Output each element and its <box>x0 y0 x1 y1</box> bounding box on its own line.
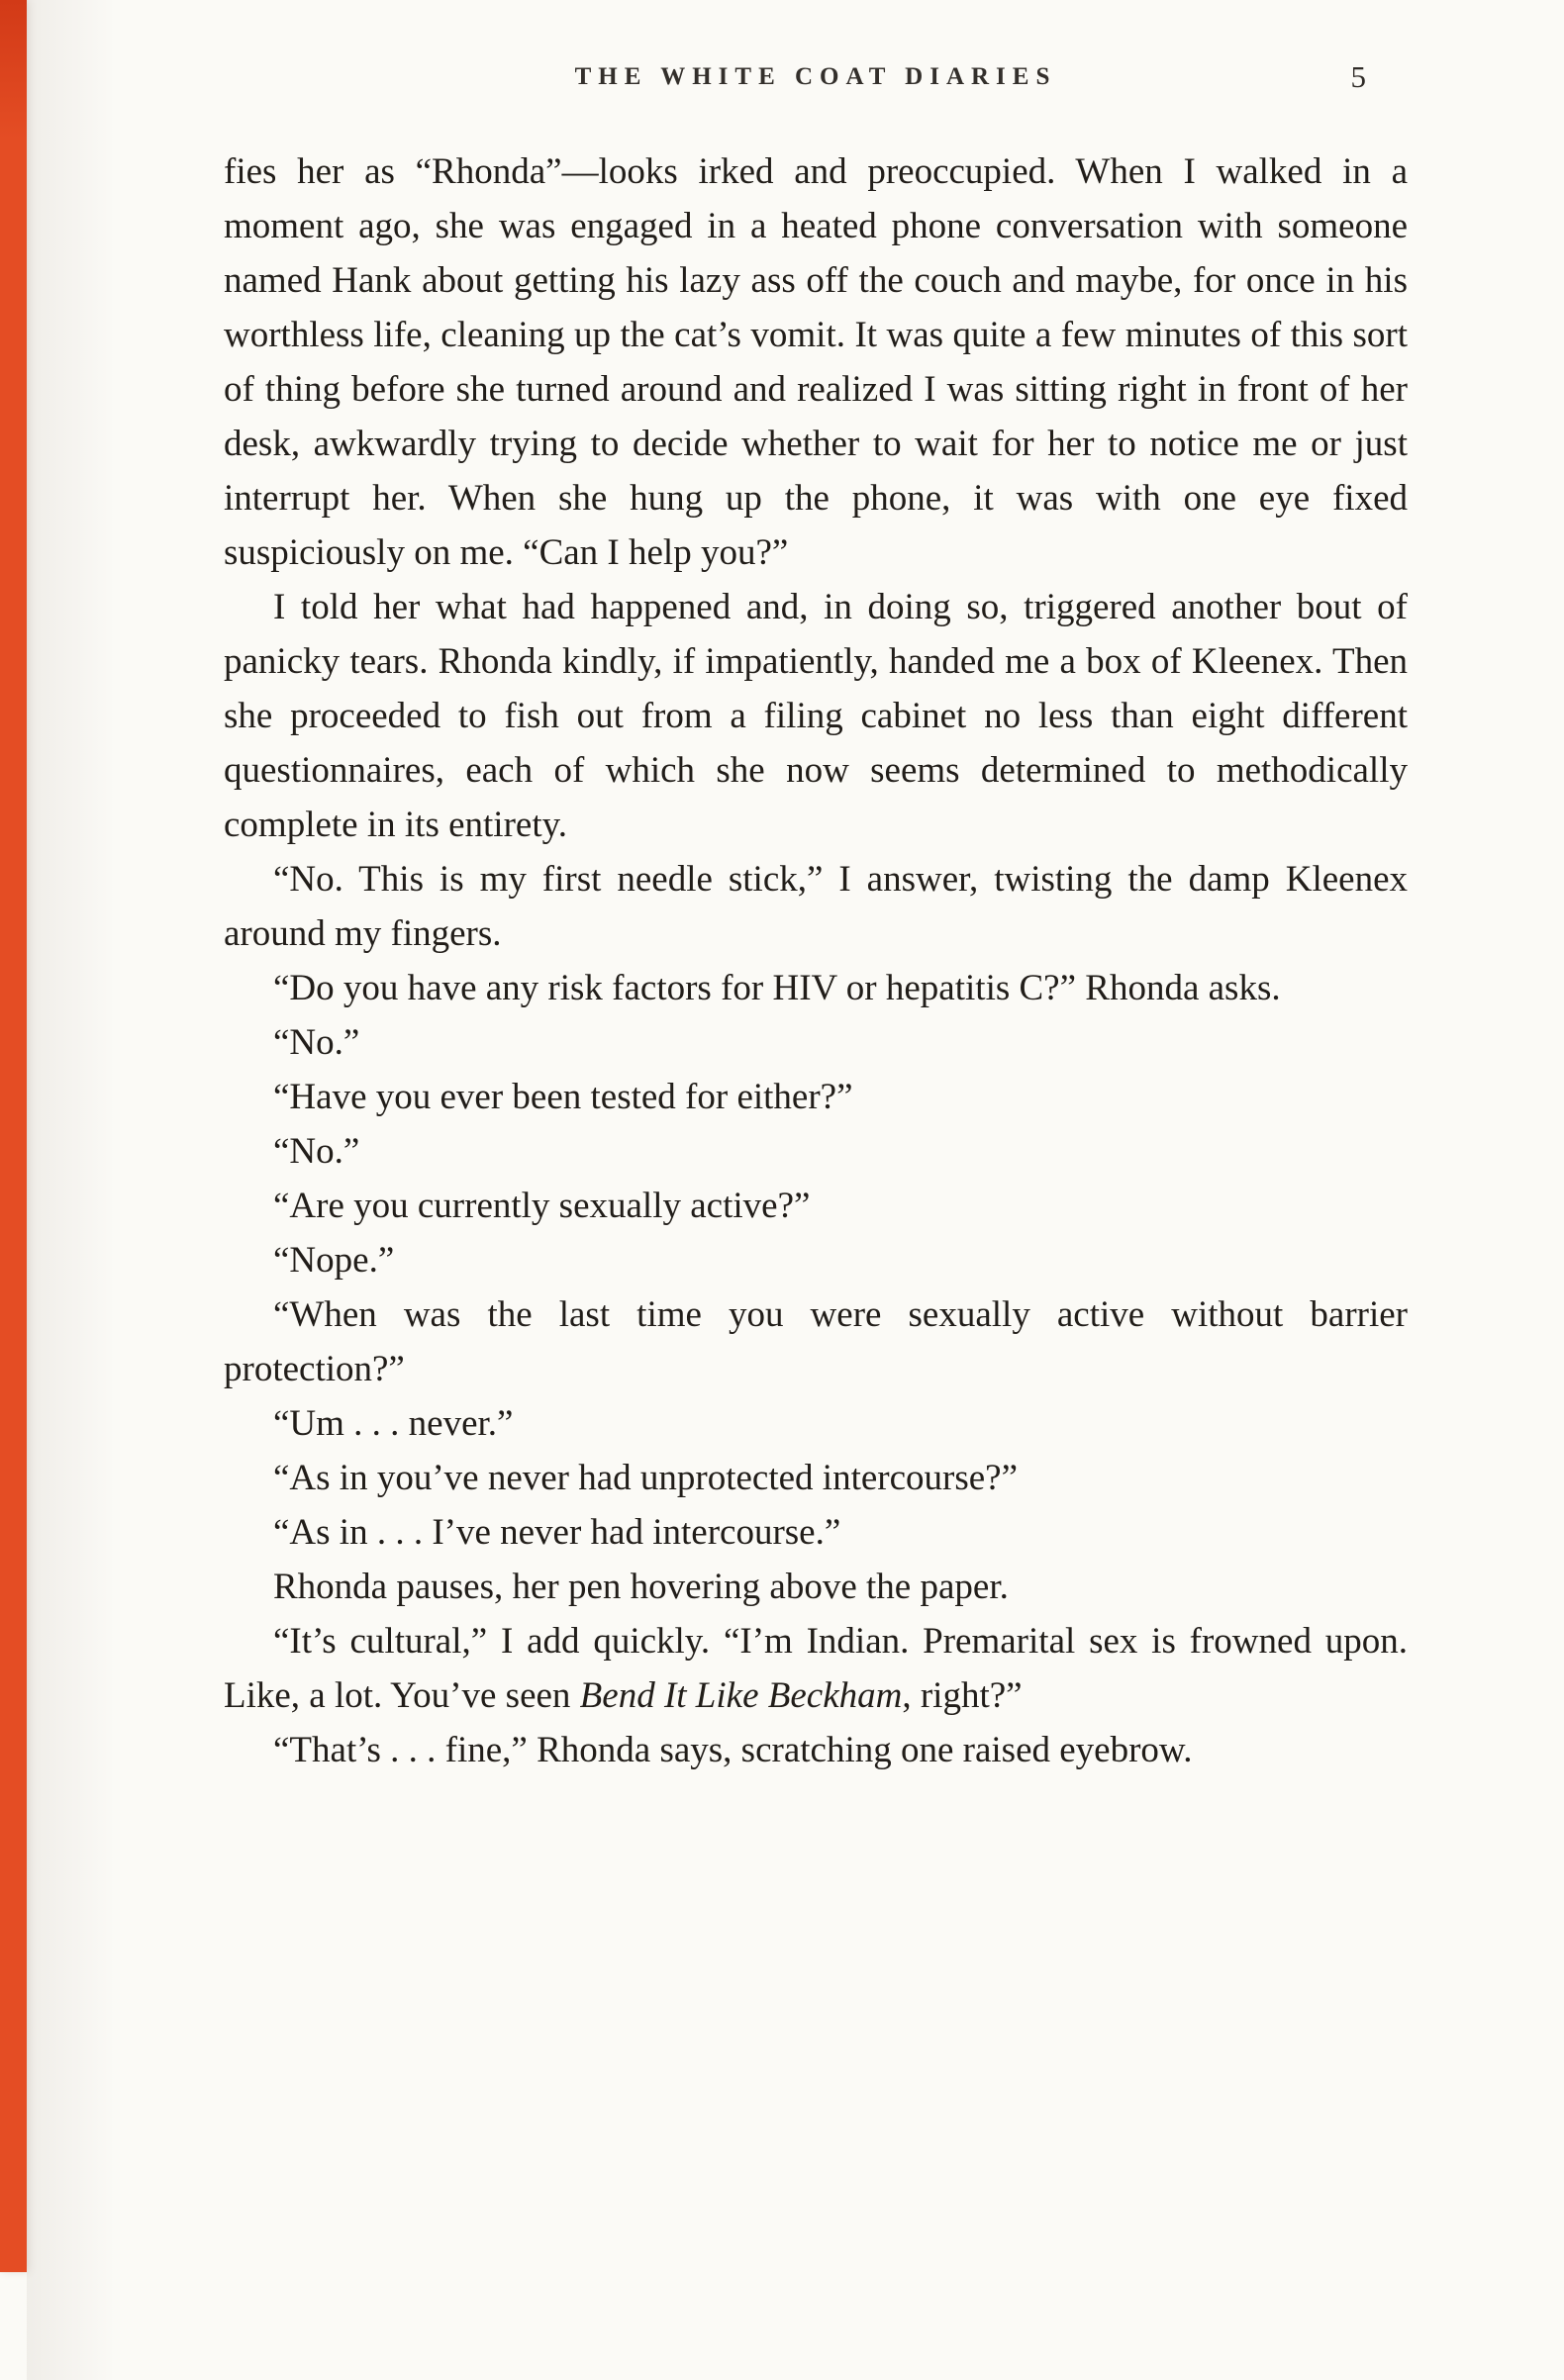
paragraph <box>224 1723 1408 1777</box>
paragraph <box>224 961 1408 1015</box>
paragraph <box>224 1614 1408 1723</box>
paragraph-text: “As in . . . I’ve never had intercourse.” <box>273 1512 841 1553</box>
paragraph-text: “That’s . . . fine,” Rhonda says, scratching one raised eyebrow. <box>273 1730 1193 1770</box>
paragraph <box>224 1015 1408 1070</box>
page-number: 5 <box>1350 59 1366 94</box>
paragraph-text: “No.” <box>273 1131 360 1172</box>
book-cover-edge <box>0 0 27 2272</box>
running-head <box>224 59 1408 101</box>
paragraph <box>224 1560 1408 1614</box>
paragraph <box>224 1287 1408 1396</box>
paragraph <box>224 580 1408 852</box>
paragraph <box>224 1179 1408 1233</box>
paragraph-text: Rhonda pauses, her pen hovering above the paper. <box>273 1567 1009 1607</box>
paragraph-text: “Um . . . never.” <box>273 1403 514 1444</box>
paragraph-text: “Nope.” <box>273 1240 395 1281</box>
paragraph-text: , right?” <box>902 1675 1023 1716</box>
paragraph <box>224 1070 1408 1124</box>
paragraph <box>224 1505 1408 1560</box>
page-gutter-shadow <box>27 0 116 2380</box>
paragraph <box>224 144 1408 580</box>
page-body <box>224 144 1408 1777</box>
paragraph <box>224 1124 1408 1179</box>
paragraph-text: “When was the last time you were sexually active without barrier protection?” <box>224 1294 1408 1389</box>
paragraph-text: “Do you have any risk factors for HIV or hepatitis C?” Rhonda asks. <box>273 968 1281 1008</box>
paragraph-text: fies her as “Rhonda”—looks irked and preoccupied. When I walked in a moment ago, she was engaged in a heated phone conversation with someone named Hank about getting his lazy ass off the couch and maybe, for once in his worthless life, cleaning up the cat’s vomit. It was quite a few minutes of this sort of thing before she turned around and realized I was sitting right in front of her desk, awkwardly trying to decide whether to wait for her to notice me or just interrupt her. When she hung up the phone, it was with one eye fixed suspiciously on me. “Can I help you?” <box>224 151 1408 573</box>
book-title-italic: Bend It Like Beckham <box>579 1675 903 1716</box>
paragraph-text: “Are you currently sexually active?” <box>273 1186 811 1226</box>
paragraph-text: “Have you ever been tested for either?” <box>273 1077 853 1117</box>
paragraph-text: “No.” <box>273 1022 360 1063</box>
paragraph <box>224 1396 1408 1451</box>
paragraph <box>224 852 1408 961</box>
paragraph-text: “No. This is my first needle stick,” I answer, twisting the damp Kleenex around my fingers. <box>224 859 1408 954</box>
paragraph-text: “As in you’ve never had unprotected intercourse?” <box>273 1458 1019 1498</box>
paragraph-text: I told her what had happened and, in doing so, triggered another bout of panicky tears. Rhonda kindly, if impatiently, handed me a box of Kleenex. Then she proceeded to fish out from a filing cabinet no less than eight different questionnaires, each of which she now seems determined to methodically complete in its entirety. <box>224 587 1408 845</box>
paragraph <box>224 1451 1408 1505</box>
paragraph-text: “It’s cultural,” I add quickly. “I’m Indian. Premarital sex is frowned upon. Like, a lot. You’ve seen <box>224 1621 1408 1716</box>
running-head-title: THE WHITE COAT DIARIES <box>574 63 1057 90</box>
paragraph <box>224 1233 1408 1287</box>
